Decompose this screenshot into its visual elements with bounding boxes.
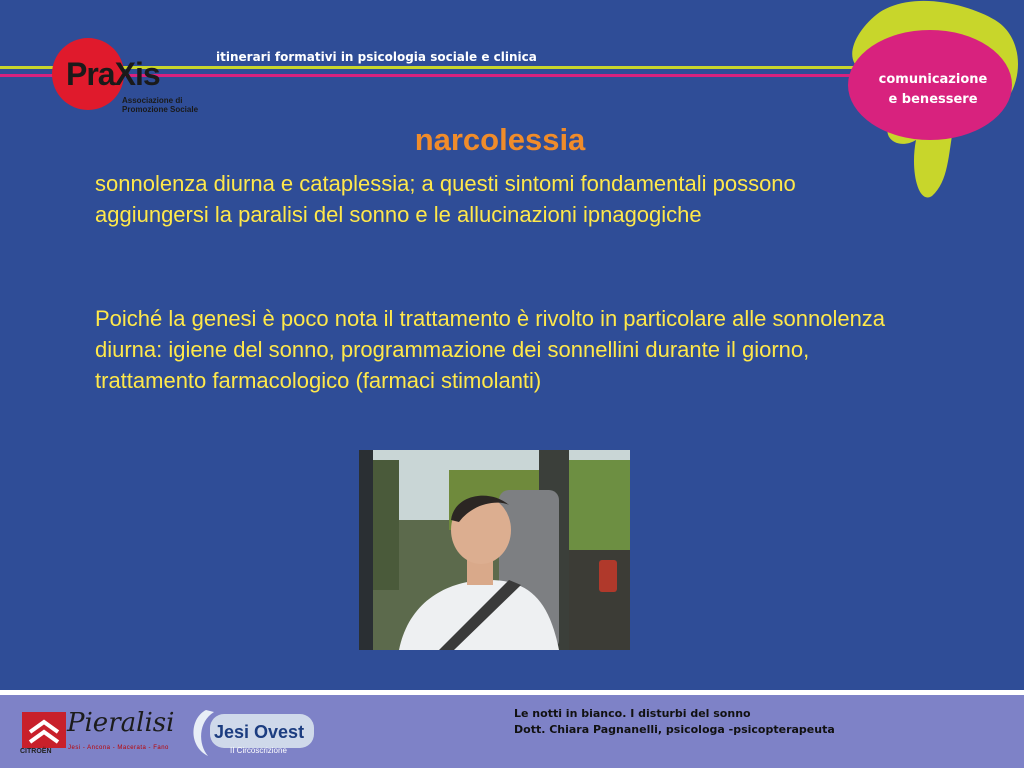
- badge-line-2: e benessere: [888, 92, 978, 107]
- jesi-ovest-name: Jesi Ovest: [214, 722, 305, 742]
- logo-subtitle: Associazione di Promozione Sociale: [122, 96, 199, 114]
- paragraph-symptoms: sonnolenza diurna e cataplessia; a questi sintomi fondamentali possono aggiungersi la paralisi del sonno e le allucinazioni ipnagogiche: [95, 171, 796, 227]
- pieralisi-logo: Pieralisi: [67, 708, 175, 738]
- citroen-label: CITROËN: [20, 748, 52, 755]
- badge-line-1: comunicazione: [878, 72, 988, 87]
- header-tagline: itinerari formativi in psicologia sociale e clinica: [216, 50, 537, 64]
- slide-title: narcolessia: [414, 122, 586, 157]
- footer-credits: [514, 706, 835, 738]
- footer-author: Dott. Chiara Pagnanelli, psicologa -psicopterapeuta: [514, 723, 835, 736]
- praxis-logo: [50, 38, 220, 120]
- paragraph-treatment: Poiché la genesi è poco nota il trattamento è rivolto in particolare alle sonnolenza diurna: igiene del sonno, programmazione dei sonnellini durante il giorno, trattamento farmacologico (farmaci stimolanti): [95, 306, 886, 393]
- photo-sleeping-man-in-car: [359, 450, 630, 650]
- footer-lecture-title: Le notti in bianco. I disturbi del sonno: [514, 707, 751, 720]
- pieralisi-subtitle: Jesi - Ancona - Macerata - Fano: [68, 745, 169, 751]
- badge-text: [858, 70, 1008, 110]
- jesi-ovest-subtitle: II Circoscrizione: [230, 746, 287, 755]
- logo-word: PraXis: [66, 56, 160, 92]
